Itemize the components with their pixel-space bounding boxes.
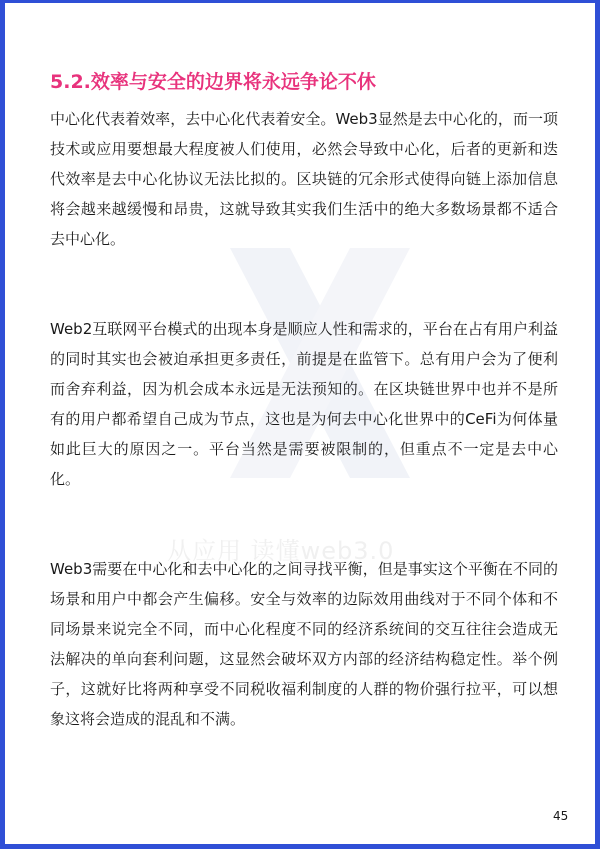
- section-title: 5.2.效率与安全的边界将永远争论不休: [50, 71, 376, 93]
- paragraph-web3-balance: Web3需要在中心化和去中心化的之间寻找平衡，但是事实这个平衡在不同的场景和用户中都会产生偏移。安全与效率的边际效用曲线对于不同个体和不同场景来说完全不同，而中心化程度不同的经济系统间的交互往往会造成无法解决的单向套利问题，这显然会破坏双方内部的经济结构稳定性。举个例子，这就好比将两种享受不同税收福利制度的人群的物价强行拉平，可以想象这将会造成的混乱和不满。: [50, 560, 558, 728]
- page-number: 45: [553, 809, 569, 823]
- watermark-text: 从应用 读懂web3.0: [167, 537, 395, 565]
- paragraph-web2-platforms: Web2互联网平台模式的出现本身是顺应人性和需求的，平台在占有用户利益的同时其实也会被迫承担更多责任，前提是在监管下。总有用户会为了便利而舍弃利益，因为机会成本永远是无法预知的。在区块链世界中也并不是所有的用户都希望自己成为节点，这也是为何去中心化世界中的CeFi为何体量如此巨大的原因之一。平台当然是需要被限制的，但重点不一定是去中心化。: [50, 320, 558, 488]
- document-page: [5, 3, 595, 844]
- paragraph-efficiency-security: 中心化代表着效率，去中心化代表着安全。Web3显然是去中心化的，而一项技术或应用要想最大程度被人们使用，必然会导致中心化，后者的更新和迭代效率是去中心化协议无法比拟的。区块链的冗余形式使得向链上添加信息将会越来越缓慢和昂贵，这就导致其实我们生活中的绝大多数场景都不适合去中心化。: [50, 110, 558, 248]
